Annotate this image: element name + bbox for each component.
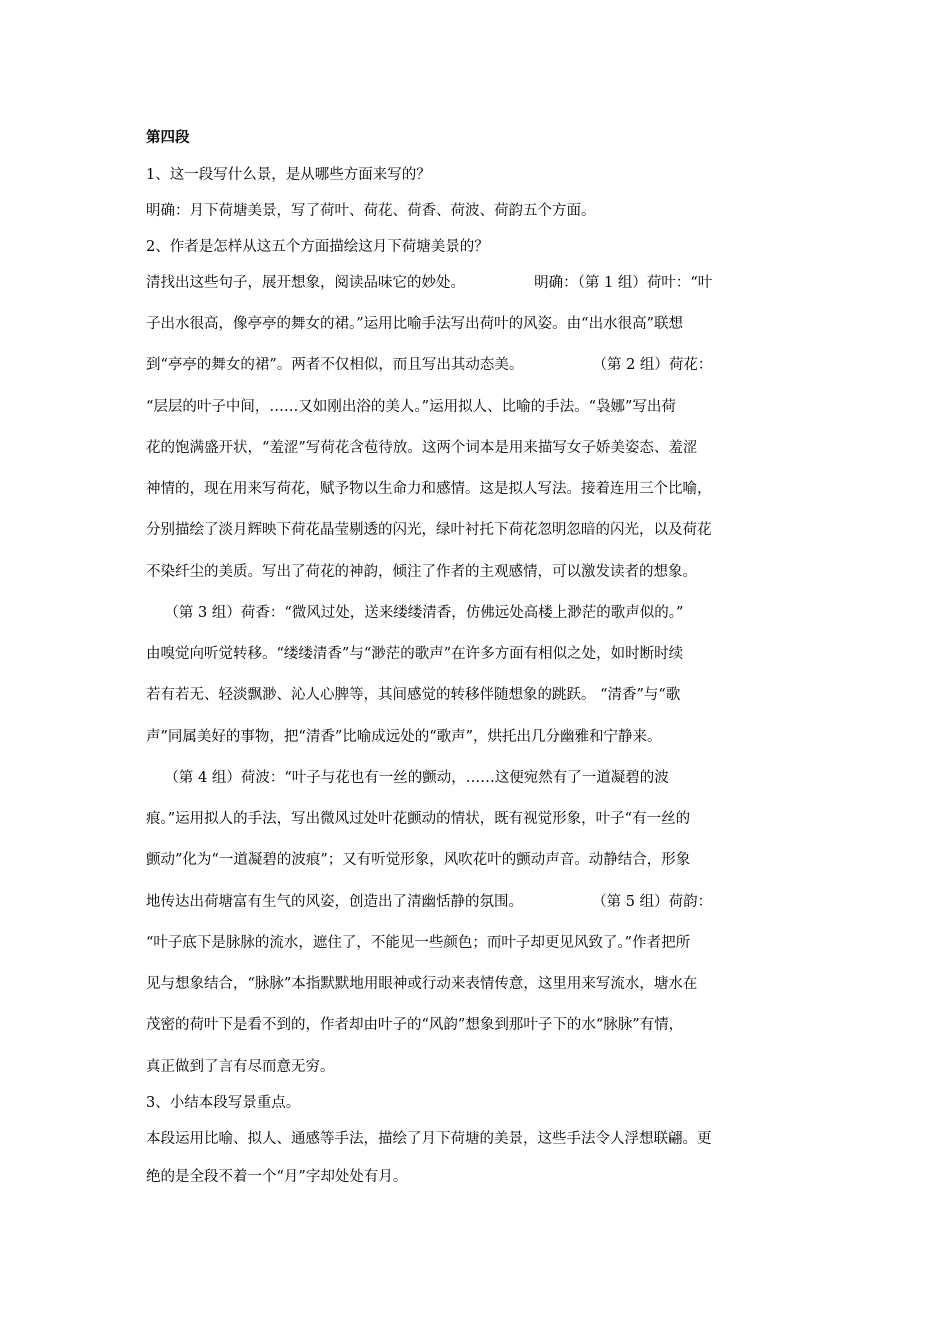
paragraph-line: 地传达出荷塘富有生气的风姿，创造出了清幽恬静的氛围。 （第 5 组）荷韵： bbox=[146, 894, 713, 910]
paragraph-line: 到“亭亭的舞女的裙”。两者不仅相似，而且写出其动态美。 （第 2 组）荷花： bbox=[146, 357, 713, 373]
paragraph-line: 痕。”运用拟人的手法，写出微风过处叶花颤动的情状，既有视觉形象，叶子“有一丝的 bbox=[146, 811, 691, 827]
paragraph-line: 颤动”化为“一道凝碧的波痕”；又有听觉形象，风吹花叶的颤动声音。动静结合，形象 bbox=[146, 852, 691, 868]
paragraph-line: 子出水很高，像亭亭的舞女的裙。”运用比喻手法写出荷叶的风姿。由“出水很高”联想 bbox=[146, 316, 683, 332]
paragraph-line: 分别描绘了淡月辉映下荷花晶莹剔透的闪光，绿叶衬托下荷花忽明忽暗的闪光，以及荷花 bbox=[146, 522, 712, 538]
paragraph-line: 见与想象结合，“脉脉”本指默默地用眼神或行动来表情传意，这里用来写流水，塘水在 bbox=[146, 976, 698, 992]
paragraph-line: 若有若无、轻淡飘渺、沁人心脾等，其间感觉的转移伴随想象的跳跃。 “清香”与“歌 bbox=[146, 687, 681, 703]
section-heading: 第四段 bbox=[146, 130, 190, 146]
question-3: 3、小结本段写景重点。 bbox=[146, 1095, 301, 1111]
paragraph-line: 清找出这些句子，展开想象，阅读品味它的妙处。 明确：（第 1 组）荷叶：“叶 bbox=[146, 275, 713, 291]
paragraph-line: 真正做到了言有尽而意无穷。 bbox=[146, 1059, 335, 1075]
paragraph-line: 花的饱满盛开状，“羞涩”写荷花含苞待放。这两个词本是用来描写女子娇美姿态、羞涩 bbox=[146, 440, 698, 456]
question-2: 2、作者是怎样从这五个方面描绘这月下荷塘美景的？ bbox=[146, 239, 489, 255]
paragraph-line: 不染纤尘的美质。写出了荷花的神韵，倾注了作者的主观感情，可以激发读者的想象。 bbox=[146, 564, 697, 580]
paragraph-line: （第 3 组）荷香：“微风过处，送来缕缕清香，仿佛远处高楼上渺茫的歌声似的。” bbox=[146, 605, 684, 621]
paragraph-line: “层层的叶子中间，……又如刚出浴的美人。”运用拟人、比喻的手法。“袅娜”写出荷 bbox=[146, 399, 676, 415]
paragraph-line: （第 4 组）荷波：“叶子与花也有一丝的颤动，……这便宛然有了一道凝碧的波 bbox=[146, 770, 669, 786]
paragraph-line: 绝的是全段不着一个“月”字却处处有月。 bbox=[146, 1169, 408, 1185]
paragraph-line: 由嗅觉向听觉转移。“缕缕清香”与“渺茫的歌声”在许多方面有相似之处，如时断时续 bbox=[146, 646, 684, 662]
question-1: 1、这一段写什么景，是从哪些方面来写的？ bbox=[146, 167, 431, 183]
paragraph-line: 本段运用比喻、拟人、通感等手法，描绘了月下荷塘的美景，这些手法令人浮想联翩。更 bbox=[146, 1131, 712, 1147]
paragraph-line: “叶子底下是脉脉的流水，遮住了，不能见一些颜色；而叶子却更见风致了。”作者把所 bbox=[146, 935, 691, 951]
paragraph-line: 声”同属美好的事物，把“清香”比喻成远处的“歌声”，烘托出几分幽雅和宁静来。 bbox=[146, 729, 662, 745]
paragraph-line: 神情的，现在用来写荷花，赋予物以生命力和感情。这是拟人写法。接着连用三个比喻， bbox=[146, 481, 712, 497]
paragraph-line: 茂密的荷叶下是看不到的，作者却由叶子的“风韵”想象到那叶子下的水“脉脉”有情， bbox=[146, 1017, 684, 1033]
answer-1: 明确：月下荷塘美景，写了荷叶、荷花、荷香、荷波、荷韵五个方面。 bbox=[146, 203, 596, 219]
